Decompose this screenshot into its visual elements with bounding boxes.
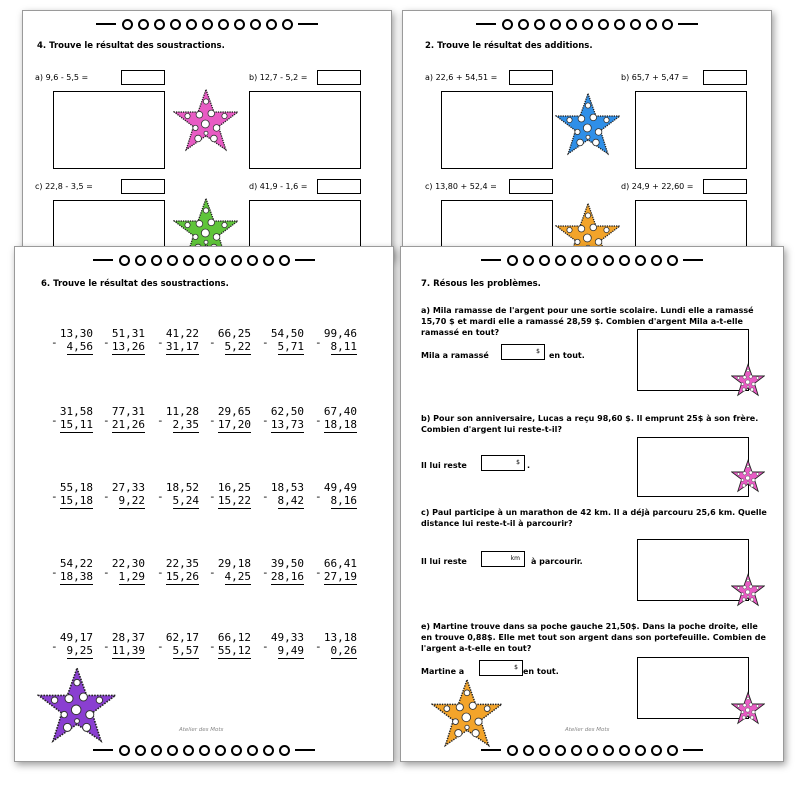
minuend: 39,50: [270, 557, 304, 570]
page-title: 4. Trouve le résultat des soustractions.: [37, 41, 225, 51]
answer-input[interactable]: [703, 179, 747, 194]
subtrahend: 5,24: [172, 494, 199, 507]
problem-text: b) Pour son anniversaire, Lucas a reçu 98,60 $. Il emprunt 25$ à son frère. Combien d'argent lui reste-t-il?: [421, 414, 759, 434]
subtrahend: 21,26: [111, 418, 145, 431]
exercise-label: d) 41,9 - 1,6 =: [249, 182, 308, 191]
minuend: 31,58: [59, 405, 93, 418]
answer-input[interactable]: [703, 70, 747, 85]
minus-sign: -: [157, 490, 164, 503]
minuend: 18,52: [165, 481, 199, 494]
subtrahend: 15,22: [217, 494, 251, 507]
subtrahend: 55,12: [217, 644, 251, 657]
minus-sign: -: [157, 414, 164, 427]
minus-sign: -: [262, 566, 269, 579]
minuend: 54,22: [59, 557, 93, 570]
minus-sign: -: [262, 336, 269, 349]
minus-sign: -: [51, 336, 58, 349]
worksheet-page-2: [402, 10, 772, 260]
subtrahend: 5,22: [224, 340, 251, 353]
minuend: 49,17: [59, 631, 93, 644]
subtrahend: 2,35: [172, 418, 199, 431]
answer-input[interactable]: $: [501, 344, 545, 360]
minus-sign: -: [262, 490, 269, 503]
minus-sign: -: [315, 490, 322, 503]
minuend: 62,50: [270, 405, 304, 418]
subtrahend: 15,11: [59, 418, 93, 431]
answer-input[interactable]: $: [481, 455, 525, 471]
minus-sign: -: [157, 336, 164, 349]
exercise-label: c) 13,80 + 52,4 =: [425, 182, 497, 191]
minus-sign: -: [262, 640, 269, 653]
small-pink-star-icon: [731, 573, 765, 607]
minus-sign: -: [51, 566, 58, 579]
answer-prefix: Il lui reste: [421, 461, 467, 470]
binder-rings-bottom: [401, 743, 783, 757]
binder-rings: [15, 253, 393, 267]
worksheet-page-4: [22, 10, 392, 260]
minuend: 49,49: [323, 481, 357, 494]
answer-input[interactable]: km: [481, 551, 525, 567]
minus-sign: -: [103, 640, 110, 653]
minus-sign: -: [103, 490, 110, 503]
minus-sign: -: [51, 490, 58, 503]
minus-sign: -: [157, 566, 164, 579]
minus-sign: -: [103, 336, 110, 349]
answer-input[interactable]: [509, 179, 553, 194]
minuend: 55,18: [59, 481, 93, 494]
work-area[interactable]: [441, 91, 553, 169]
exercise-label: d) 24,9 + 22,60 =: [621, 182, 694, 191]
binder-rings-bottom: [15, 743, 393, 757]
minuend: 99,46: [323, 327, 357, 340]
work-area[interactable]: [249, 91, 361, 169]
subtrahend: 15,26: [165, 570, 199, 583]
work-area[interactable]: [635, 91, 747, 169]
subtrahend: 9,25: [66, 644, 93, 657]
minuend: 13,30: [59, 327, 93, 340]
minuend: 28,37: [111, 631, 145, 644]
blue-star-icon: [555, 91, 621, 157]
minuend: 41,22: [165, 327, 199, 340]
answer-input[interactable]: [121, 70, 165, 85]
minuend: 27,33: [111, 481, 145, 494]
footer-credit: Atelier des Mots: [565, 727, 610, 733]
minuend: 29,18: [217, 557, 251, 570]
subtrahend: 8,42: [277, 494, 304, 507]
minus-sign: -: [315, 566, 322, 579]
answer-input[interactable]: $: [479, 660, 523, 676]
minuend: 49,33: [270, 631, 304, 644]
minuend: 54,50: [270, 327, 304, 340]
answer-input[interactable]: [121, 179, 165, 194]
small-pink-star-icon: [731, 459, 765, 493]
minus-sign: -: [209, 640, 216, 653]
subtrahend: 31,17: [165, 340, 199, 353]
work-area[interactable]: [53, 91, 165, 169]
small-pink-star-icon: [731, 363, 765, 397]
exercise-label: c) 22,8 - 3,5 =: [35, 182, 93, 191]
answer-suffix: en tout.: [549, 351, 585, 360]
minus-sign: -: [51, 414, 58, 427]
subtrahend: 8,11: [330, 340, 357, 353]
exercise-label: b) 12,7 - 5,2 =: [249, 73, 308, 82]
exercise-label: a) 22,6 + 54,51 =: [425, 73, 498, 82]
subtrahend: 18,38: [59, 570, 93, 583]
minus-sign: -: [157, 640, 164, 653]
minus-sign: -: [262, 414, 269, 427]
minus-sign: -: [209, 414, 216, 427]
minuend: 66,25: [217, 327, 251, 340]
subtrahend: 9,49: [277, 644, 304, 657]
page-title: 7. Résous les problèmes.: [421, 279, 541, 289]
answer-suffix: en tout.: [523, 667, 559, 676]
answer-input[interactable]: [317, 70, 361, 85]
minus-sign: -: [51, 640, 58, 653]
subtrahend: 5,71: [277, 340, 304, 353]
subtrahend: 18,18: [323, 418, 357, 431]
minus-sign: -: [315, 414, 322, 427]
purple-star-icon: [37, 665, 117, 745]
subtrahend: 28,16: [270, 570, 304, 583]
problem-text: c) Paul participe à un marathon de 42 km. Il a déjà parcouru 25,6 km. Quelle distance lui reste-t-il à parcourir?: [421, 508, 767, 528]
problem-text: a) Mila ramasse de l'argent pour une sortie scolaire. Lundi elle a ramassé 15,70 $ et mardi elle a ramassé 28,59 $. Combien d'argent Mila a-t-elle ramassé en tout?: [421, 306, 754, 337]
minuend: 51,31: [111, 327, 145, 340]
subtrahend: 9,22: [118, 494, 145, 507]
exercise-label: a) 9,6 - 5,5 =: [35, 73, 89, 82]
minus-sign: -: [103, 566, 110, 579]
page-title: 2. Trouve le résultat des additions.: [425, 41, 593, 51]
minuend: 13,18: [323, 631, 357, 644]
minuend: 11,28: [165, 405, 199, 418]
minuend: 22,30: [111, 557, 145, 570]
subtrahend: 1,29: [118, 570, 145, 583]
minuend: 22,35: [165, 557, 199, 570]
subtrahend: 4,25: [224, 570, 251, 583]
minuend: 29,65: [217, 405, 251, 418]
subtrahend: 4,56: [66, 340, 93, 353]
answer-prefix: Il lui reste: [421, 557, 467, 566]
subtrahend: 13,73: [270, 418, 304, 431]
minus-sign: -: [315, 640, 322, 653]
worksheet-page-7: [400, 246, 784, 762]
minus-sign: -: [209, 566, 216, 579]
problem-text: e) Martine trouve dans sa poche gauche 21,50$. Dans la poche droite, elle en trouve 0,88$. Elle met tout son argent dans son portefeuille. Combien de l'argent a-t-elle en tout?: [421, 622, 766, 653]
answer-input[interactable]: [317, 179, 361, 194]
minus-sign: -: [103, 414, 110, 427]
binder-rings: [23, 17, 391, 31]
binder-rings: [403, 17, 771, 31]
subtrahend: 27,19: [323, 570, 357, 583]
minuend: 66,41: [323, 557, 357, 570]
subtrahend: 0,26: [330, 644, 357, 657]
answer-suffix: .: [527, 461, 531, 470]
subtrahend: 11,39: [111, 644, 145, 657]
subtrahend: 13,26: [111, 340, 145, 353]
small-pink-star-icon: [731, 691, 765, 725]
subtrahend: 17,20: [217, 418, 251, 431]
minuend: 18,53: [270, 481, 304, 494]
page-title: 6. Trouve le résultat des soustractions.: [41, 279, 229, 289]
minus-sign: -: [315, 336, 322, 349]
footer-credit: Atelier des Mots: [179, 727, 224, 733]
binder-rings: [401, 253, 783, 267]
minus-sign: -: [209, 490, 216, 503]
exercise-label: b) 65,7 + 5,47 =: [621, 73, 689, 82]
minuend: 66,12: [217, 631, 251, 644]
answer-input[interactable]: [509, 70, 553, 85]
worksheet-page-6: [14, 246, 394, 762]
subtrahend: 15,18: [59, 494, 93, 507]
minus-sign: -: [209, 336, 216, 349]
pink-star-icon: [173, 87, 239, 153]
answer-prefix: Mila a ramassé: [421, 351, 489, 360]
subtrahend: 8,16: [330, 494, 357, 507]
answer-prefix: Martine a: [421, 667, 465, 676]
minuend: 77,31: [111, 405, 145, 418]
answer-suffix: à parcourir.: [531, 557, 583, 566]
subtrahend: 5,57: [172, 644, 199, 657]
minuend: 67,40: [323, 405, 357, 418]
minuend: 62,17: [165, 631, 199, 644]
minuend: 16,25: [217, 481, 251, 494]
orange-star-icon: [431, 677, 503, 749]
